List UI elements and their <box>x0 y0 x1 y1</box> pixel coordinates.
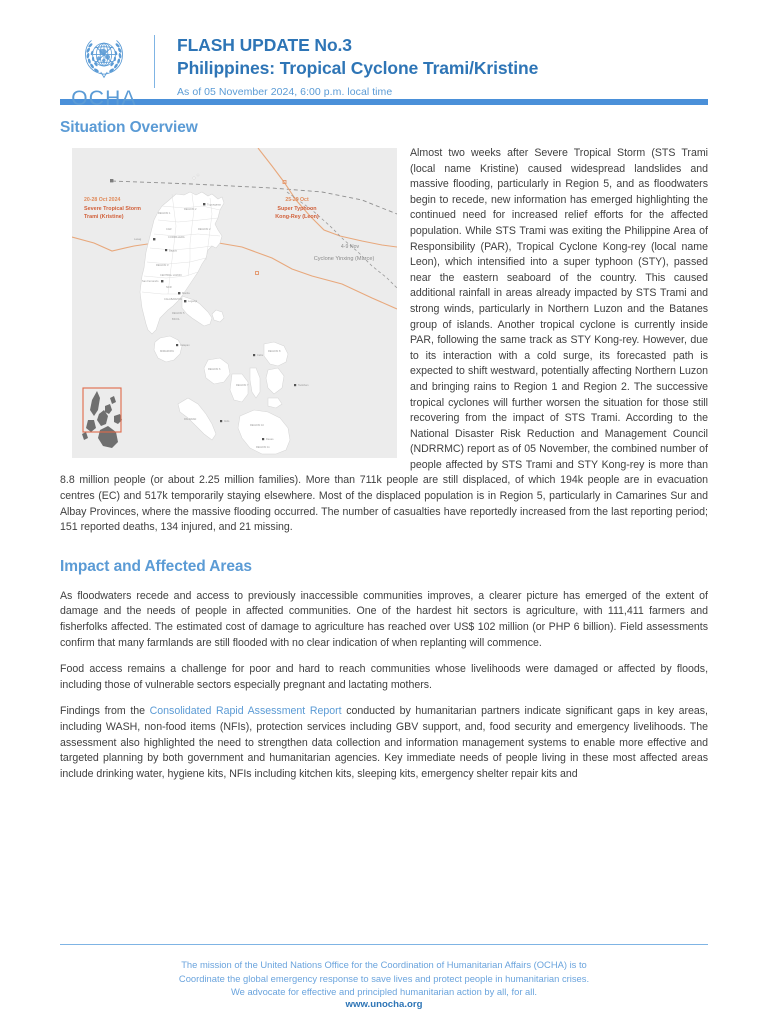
svg-text:MIMAROPA: MIMAROPA <box>160 350 174 353</box>
svg-text:Trami (Kristine): Trami (Kristine) <box>84 214 124 220</box>
situation-overview-paragraph: Almost two weeks after Severe Tropical Storm (STS Trami (local name Kristine) caused widespread landslides and massive flooding, particularly in Region 5, and as floodwaters begin to recede, new information has emerged highlighting the continued need for increased relief efforts for the affected population. While STS Trami was exiting the Philippine Area of Responsibility (PAR), Tropical Cyclone Kong-rey (local name Leon), which intensified into a super typhoon (STY), passed near the eastern seaboard of the country. This caused additional rainfall in areas already impacted by STS Trami and strong winds, particularly in Northern Luzon and the Batanes group of islands. Another tropical cyclone is currently inside PAR, following the same track as STY Kong-rey. However, due to its interaction with a cold surge, its forecasted path is expected to shift westward, potentially affecting Northern Luzon and bringing rains to Region 1 and Region 2. The successive tropical cyclones will further worsen the situation for those still recovering from the impact of STS Trami. According to the National Disaster Risk Reduction and Management Council (NDRRMC) report as of 05 November, the combined number of people affected by STS Trami and STY Kong-rey is more than 8.8 million people (or about 2.25 million families). More than 711k people are still displaced, of which 194k people are in evacuation centres (EC) and 517k temporarily staying elsewhere. Most of the displaced population is in Region 5, particularly in Camarines Sur and Albay Provinces, where the massive flooding occurred. The number of casualties have reportedly increased from the last reporting period; 151 reported deaths, 134 injured, and 21 missing. <box>60 147 708 534</box>
svg-text:REGION 5: REGION 5 <box>172 312 185 315</box>
impact-paragraph-3 <box>60 704 708 782</box>
document-footer <box>60 944 708 1010</box>
svg-text:REGION 11: REGION 11 <box>256 446 270 449</box>
footer-website-url[interactable]: www.unocha.org <box>345 999 423 1010</box>
svg-text:Tuguegarao: Tuguegarao <box>207 203 221 207</box>
svg-text:Calapan: Calapan <box>180 344 190 347</box>
un-emblem-icon <box>76 35 132 85</box>
svg-text:REGION 2: REGION 2 <box>184 208 197 211</box>
document-subject-title: Philippines: Tropical Cyclone Trami/Kristine <box>177 58 539 79</box>
map-graphic <box>72 148 397 458</box>
svg-text:CALABARZON: CALABARZON <box>164 298 182 301</box>
section-heading-situation-overview: Situation Overview <box>60 119 198 136</box>
svg-text:Super Typhoon: Super Typhoon <box>277 206 317 212</box>
impact-paragraph-1: As floodwaters recede and access to previously inaccessible communities improves, a clearer picture has emerged of the extent of damage and the needs of people in affected communities. One of the hardest hit sectors is agriculture, with 111,411 farmers and fisherfolks affected. The estimated cost of damage to agriculture has reached over US$ 102 million (or PHP 6 billion). Field assessments confirm that many farmlands are still flooded with no clear indication of when replanting will commence. <box>60 589 708 649</box>
svg-text:NCR: NCR <box>166 286 172 289</box>
svg-text:25-29 Oct: 25-29 Oct <box>285 197 309 203</box>
svg-text:CORDILLERA: CORDILLERA <box>168 236 185 239</box>
svg-text:20-28 Oct 2024: 20-28 Oct 2024 <box>84 197 121 203</box>
svg-text:BICOL: BICOL <box>172 318 180 321</box>
svg-text:4-9 Nov: 4-9 Nov <box>340 244 360 250</box>
situation-overview-body <box>60 146 708 536</box>
svg-text:CENTRAL LUZON: CENTRAL LUZON <box>160 274 182 277</box>
section-heading-impact-affected-areas: Impact and Affected Areas <box>60 557 252 575</box>
svg-text:REGION 6: REGION 6 <box>208 368 221 371</box>
svg-text:REGION 8: REGION 8 <box>268 350 281 353</box>
as-of-timestamp: As of 05 November 2024, 6:00 p.m. local time <box>177 85 393 98</box>
svg-text:CAR: CAR <box>166 228 172 231</box>
header-divider <box>154 35 155 88</box>
svg-text:REGION 10: REGION 10 <box>250 424 264 427</box>
impact-paragraph-3-suffix: conducted by humanitarian partners indicate significant gaps in key areas, including WASH, non-food items (NFIs), protection services including GBV support, and, food security and emergency livelihoods. The assessment also highlighted the need to strengthen data collection and information management systems to enable more effective and targeted planning by both government and humanitarian agencies. Key immediate needs of people living in these most affected areas include drinking water, hygiene kits, NFIs including kitchen kits, sleeping kits, emergency shelter repair kits and <box>60 705 708 780</box>
svg-text:Cebu: Cebu <box>257 354 264 357</box>
svg-text:Cyclone Yinxing (Marce): Cyclone Yinxing (Marce) <box>313 256 375 262</box>
impact-paragraph-3-prefix: Findings from the <box>60 705 150 718</box>
footer-mission-line-2: Coordinate the global emergency response to save lives and protect people in humanitarian crises. <box>178 972 590 984</box>
svg-text:Iloilo: Iloilo <box>224 420 230 423</box>
svg-text:REGION 3: REGION 3 <box>156 264 169 267</box>
header-title-block <box>177 33 708 98</box>
consolidated-rapid-assessment-report-link[interactable]: Consolidated Rapid Assessment Report <box>149 705 342 718</box>
footer-mission-line-1: The mission of the United Nations Office for the Coordination of Humanitarian Affairs (OCHA) is to <box>181 959 587 971</box>
svg-text:Legazpi: Legazpi <box>188 300 198 303</box>
svg-text:REGION 1: REGION 1 <box>158 212 171 215</box>
footer-mission-line-3: We advocate for effective and principled humanitarian action by all, for all. <box>230 985 538 997</box>
footer-divider <box>60 944 708 945</box>
svg-text:Laoag: Laoag <box>134 238 142 241</box>
header-accent-bar <box>60 99 708 105</box>
svg-text:Baguio: Baguio <box>169 249 178 253</box>
flash-update-title: FLASH UPDATE No.3 <box>177 35 352 55</box>
svg-text:Severe Tropical Storm: Severe Tropical Storm <box>84 206 141 212</box>
document-header <box>60 0 708 110</box>
cyclone-track-map <box>72 148 397 458</box>
svg-text:Davao: Davao <box>266 438 274 441</box>
svg-text:Kong-Rey (Leon): Kong-Rey (Leon) <box>275 214 319 220</box>
impact-paragraph-2: Food access remains a challenge for poor and hard to reach communities whose livelihoods were damaged or affected by floods, including those of vulnerable sectors especially pregnant and lactating mothers. <box>60 663 708 691</box>
ocha-wordmark: OCHA <box>71 87 137 110</box>
svg-text:Tacloban: Tacloban <box>298 384 309 387</box>
svg-text:REGION 2: REGION 2 <box>198 228 211 231</box>
ocha-logo <box>60 33 148 111</box>
svg-text:PALAWAN: PALAWAN <box>184 418 197 421</box>
svg-text:REGION 7: REGION 7 <box>236 384 249 387</box>
svg-text:San Fernando: San Fernando <box>142 280 159 283</box>
svg-text:Manila: Manila <box>182 292 190 295</box>
